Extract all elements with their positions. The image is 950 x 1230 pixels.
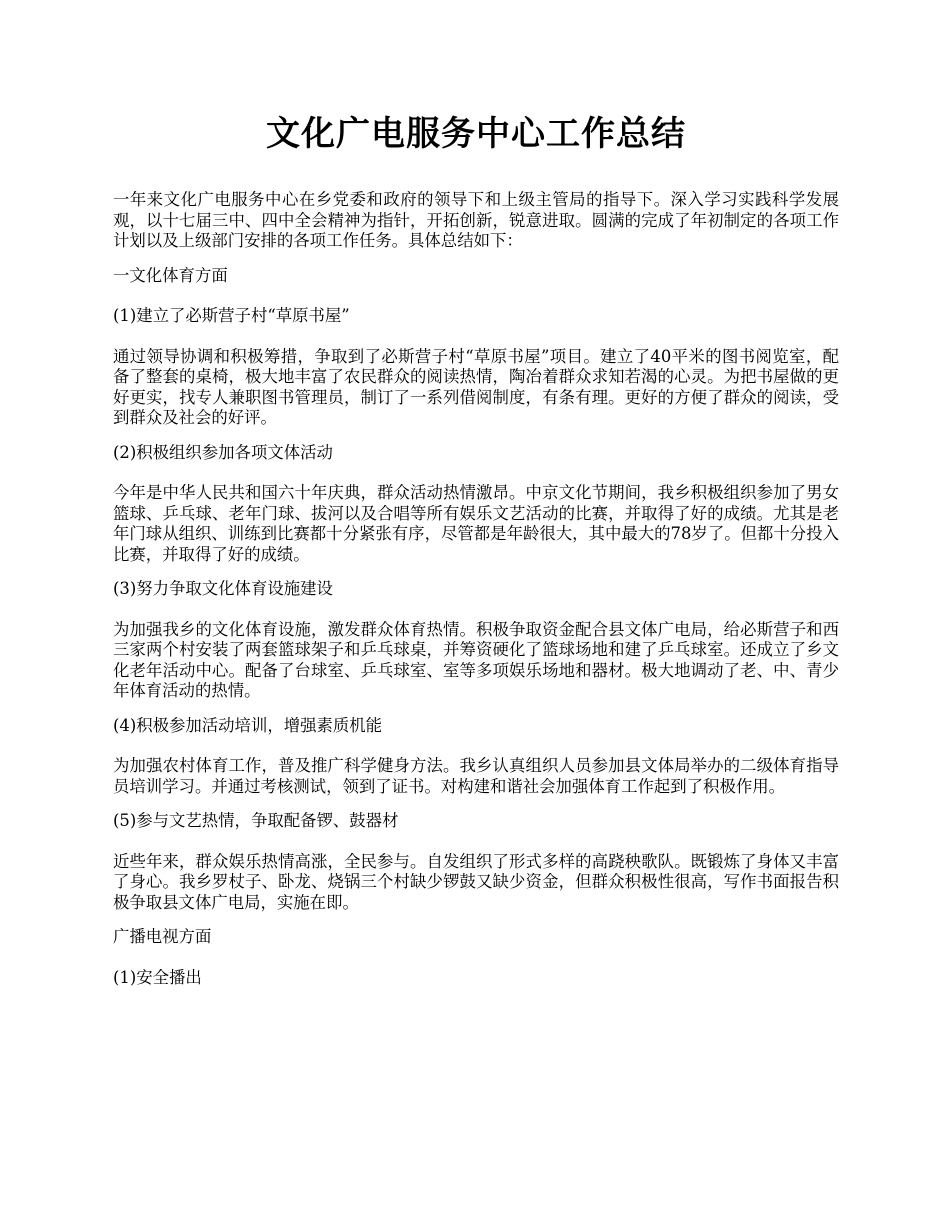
section-heading-radio-tv: 广播电视方面: [113, 927, 212, 946]
paragraph-cultural-activities: 今年是中华人民共和国六十年庆典，群众活动热情激昂。中京文化节期间，我乡积极组织参加了男女篮球、乒乓球、老年门球、拔河以及合唱等所有娱乐文艺活动的比赛，并取得了好的成绩。尤其是老年门球从组织、训练到比赛都十分紧张有序，尽管都是年龄很大，其中最大的78岁了。但都十分投入比赛，并取得了好的成绩。: [113, 483, 839, 564]
subheading-cultural-activities: (2)积极组织参加各项文体活动: [113, 442, 333, 462]
document-page: [113, 112, 839, 1008]
subheading-training: (4)积极参加活动培训，增强素质机能: [113, 715, 383, 735]
subheading-grassland-library: (1)建立了必斯营子村“草原书屋”: [113, 306, 350, 325]
subheading-safe-broadcast: (1)安全播出: [113, 967, 202, 987]
paragraph-gongs-drums: 近些年来，群众娱乐热情高涨，全民参与。自发组织了形式多样的高跷秧歌队。既锻炼了身体又丰富了身心。我乡罗杖子、卧龙、烧锅三个村缺少锣鼓又缺少资金，但群众积极性很高，写作书面报告积极争取县文体广电局，实施在即。: [113, 851, 839, 912]
paragraph-training: 为加强农村体育工作，普及推广科学健身方法。我乡认真组织人员参加县文体局举办的二级体育指导员培训学习。并通过考核测试，领到了证书。对构建和谐社会加强体育工作起到了积极作用。: [113, 756, 839, 796]
intro-paragraph: 一年来文化广电服务中心在乡党委和政府的领导下和上级主管局的指导下。深入学习实践科学发展观，以十七届三中、四中全会精神为指针，开拓创新，锐意进取。圆满的完成了年初制定的各项工作计划以及上级部门安排的各项工作任务。具体总结如下：: [113, 190, 839, 250]
paragraph-grassland-library: 通过领导协调和积极筹措，争取到了必斯营子村“草原书屋”项目。建立了40平米的图书阅览室，配备了整套的桌椅，极大地丰富了农民群众的阅读热情，陶冶着群众求知若渴的心灵。为把书屋做的更好更实，找专人兼职图书管理员，制订了一系列借阅制度，有条有理。更好的方便了群众的阅读，受到群众及社会的好评。: [113, 346, 839, 427]
section-heading-culture-sports: 一文化体育方面: [113, 265, 228, 285]
subheading-gongs-drums: (5)参与文艺热情，争取配备锣、鼓器材: [113, 811, 399, 830]
document-title: 文化广电服务中心工作总结: [266, 114, 686, 154]
paragraph-facilities: 为加强我乡的文化体育设施，激发群众体育热情。积极争取资金配合县文体广电局，给必斯营子和西三家两个村安装了两套篮球架子和乒乓球桌，并筹资硬化了篮球场地和建了乒乓球室。还成立了乡文化老年活动中心。配备了台球室、乒乓球室、室等多项娱乐场地和器材。极大地调动了老、中、青少年体育活动的热情。: [113, 619, 839, 700]
subheading-facilities: (3)努力争取文化体育设施建设: [113, 579, 333, 598]
